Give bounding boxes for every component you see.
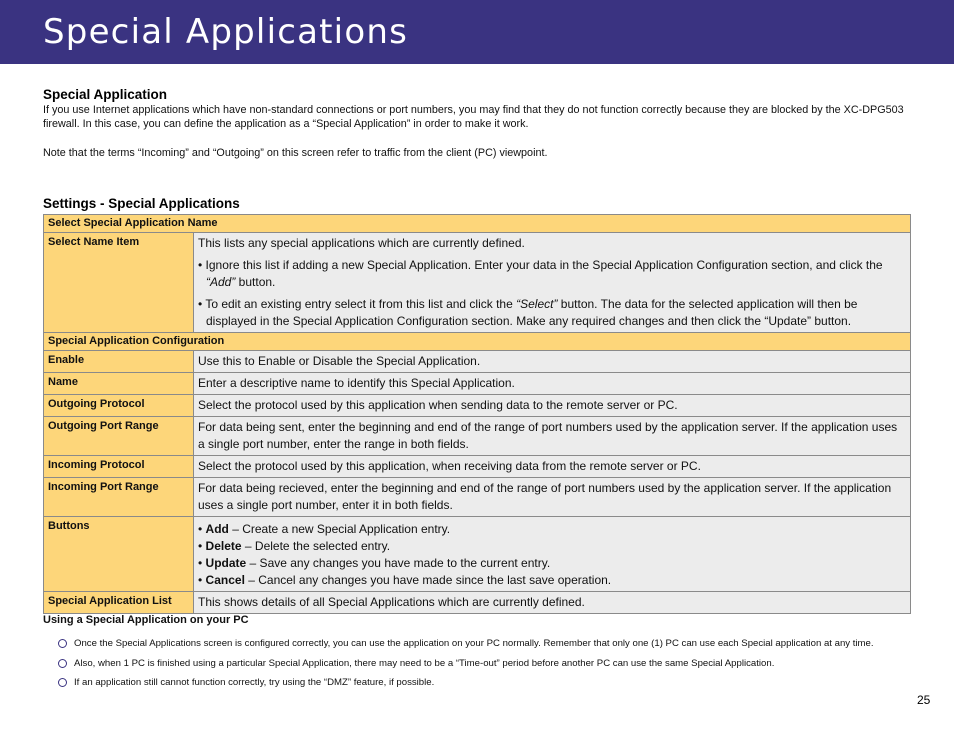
bullet1-text: • Ignore this list if adding a new Special Application. Enter your data in the Special Application Configuration section, and click the bbox=[198, 258, 883, 272]
tip-text: Also, when 1 PC is finished using a particular Special Application, there may need to be a “Time-out” period before another PC can use the same Special Application. bbox=[74, 657, 775, 669]
row-desc-enable: Use this to Enable or Disable the Special Application. bbox=[194, 351, 911, 373]
tip-text: Once the Special Applications screen is configured correctly, you can use the application on your PC normally. Remember that only one (1) PC can use each Special application at any time. bbox=[74, 638, 874, 650]
row-desc-name: Enter a descriptive name to identify this Special Application. bbox=[194, 373, 911, 395]
circle-bullet-icon bbox=[58, 639, 67, 648]
circle-bullet-icon bbox=[58, 659, 67, 668]
intro-heading: Special Application bbox=[43, 87, 168, 102]
row-label-buttons: Buttons bbox=[44, 517, 194, 592]
select-name-item-bullet2 bbox=[198, 296, 906, 330]
select-name-item-bullet1 bbox=[198, 257, 906, 291]
row-desc-outgoing-port-range: For data being sent, enter the beginning and end of the range of port numbers used by the application server. If the application uses a single port number, enter the range in both fields. bbox=[194, 417, 911, 456]
note-paragraph: Note that the terms “Incoming” and “Outgoing” on this screen refer to traffic from the client (PC) viewpoint. bbox=[43, 147, 548, 159]
row-label-select-name-item: Select Name Item bbox=[44, 233, 194, 333]
bullet2-emphasis: “Select” bbox=[516, 297, 558, 311]
page-title: Special Applications bbox=[43, 12, 408, 52]
row-label-incoming-port-range: Incoming Port Range bbox=[44, 478, 194, 517]
row-desc-incoming-protocol: Select the protocol used by this application, when receiving data from the remote server or PC. bbox=[194, 456, 911, 478]
button-text-add: – Create a new Special Application entry. bbox=[228, 522, 451, 536]
using-heading: Using a Special Application on your PC bbox=[43, 614, 249, 626]
list-item bbox=[58, 634, 918, 654]
button-name-add: Add bbox=[205, 522, 229, 536]
row-desc-select-name-item bbox=[194, 233, 911, 333]
button-text-update: – Save any changes you have made to the current entry. bbox=[246, 556, 551, 570]
row-label-outgoing-protocol: Outgoing Protocol bbox=[44, 395, 194, 417]
button-name-update: Update bbox=[205, 556, 247, 570]
row-desc-buttons bbox=[194, 517, 911, 592]
row-desc-incoming-port-range: For data being recieved, enter the beginning and end of the range of port numbers used by the application server. If the application uses a single port number, enter it in both fields. bbox=[194, 478, 911, 517]
bullet1-emphasis: “Add” bbox=[206, 275, 236, 289]
button-desc-cancel: • Cancel – Cancel any changes you have made since the last save operation. bbox=[198, 573, 612, 587]
button-name-delete: Delete bbox=[205, 539, 242, 553]
page-number: 25 bbox=[917, 693, 931, 707]
row-label-special-application-list: Special Application List bbox=[44, 592, 194, 614]
row-desc-special-application-list: This shows details of all Special Applications which are currently defined. bbox=[194, 592, 911, 614]
row-label-name: Name bbox=[44, 373, 194, 395]
intro-paragraph: If you use Internet applications which have non-standard connections or port numbers, you may find that they do not function correctly because they are blocked by the XC-DPG503 firewall. In this case, you can define the application as a “Special Application” in order to make it work. bbox=[43, 104, 904, 130]
button-text-cancel: – Cancel any changes you have made since the last save operation. bbox=[244, 573, 612, 587]
row-label-incoming-protocol: Incoming Protocol bbox=[44, 456, 194, 478]
bullet1-text-end: button. bbox=[235, 275, 276, 289]
title-banner bbox=[0, 0, 954, 64]
settings-heading: Settings - Special Applications bbox=[43, 196, 240, 211]
tip-text: If an application still cannot function correctly, try using the “DMZ” feature, if possible. bbox=[74, 677, 435, 689]
section-header-select-name: Select Special Application Name bbox=[44, 215, 911, 233]
button-desc-delete: • Delete – Delete the selected entry. bbox=[198, 539, 391, 553]
row-label-outgoing-port-range: Outgoing Port Range bbox=[44, 417, 194, 456]
button-desc-update: • Update – Save any changes you have made to the current entry. bbox=[198, 556, 551, 570]
button-name-cancel: Cancel bbox=[205, 573, 245, 587]
list-item bbox=[58, 654, 918, 674]
button-desc-add: • Add – Create a new Special Application entry. bbox=[198, 522, 451, 536]
section-header-configuration: Special Application Configuration bbox=[44, 333, 911, 351]
row-desc-outgoing-protocol: Select the protocol used by this application when sending data to the remote server or PC. bbox=[194, 395, 911, 417]
circle-bullet-icon bbox=[58, 678, 67, 687]
list-item bbox=[58, 673, 918, 693]
row-label-enable: Enable bbox=[44, 351, 194, 373]
bullet2-text-end: button. The data for the selected application will then be displayed in the Special Application Configuration section. Make any required changes and then click the “Update” button. bbox=[206, 297, 858, 328]
bullet2-text: • To edit an existing entry select it from this list and click the bbox=[198, 297, 517, 311]
select-name-item-line1: This lists any special applications which are currently defined. bbox=[198, 236, 525, 250]
button-text-delete: – Delete the selected entry. bbox=[241, 539, 391, 553]
tips-list bbox=[58, 634, 918, 693]
settings-table bbox=[43, 214, 911, 614]
